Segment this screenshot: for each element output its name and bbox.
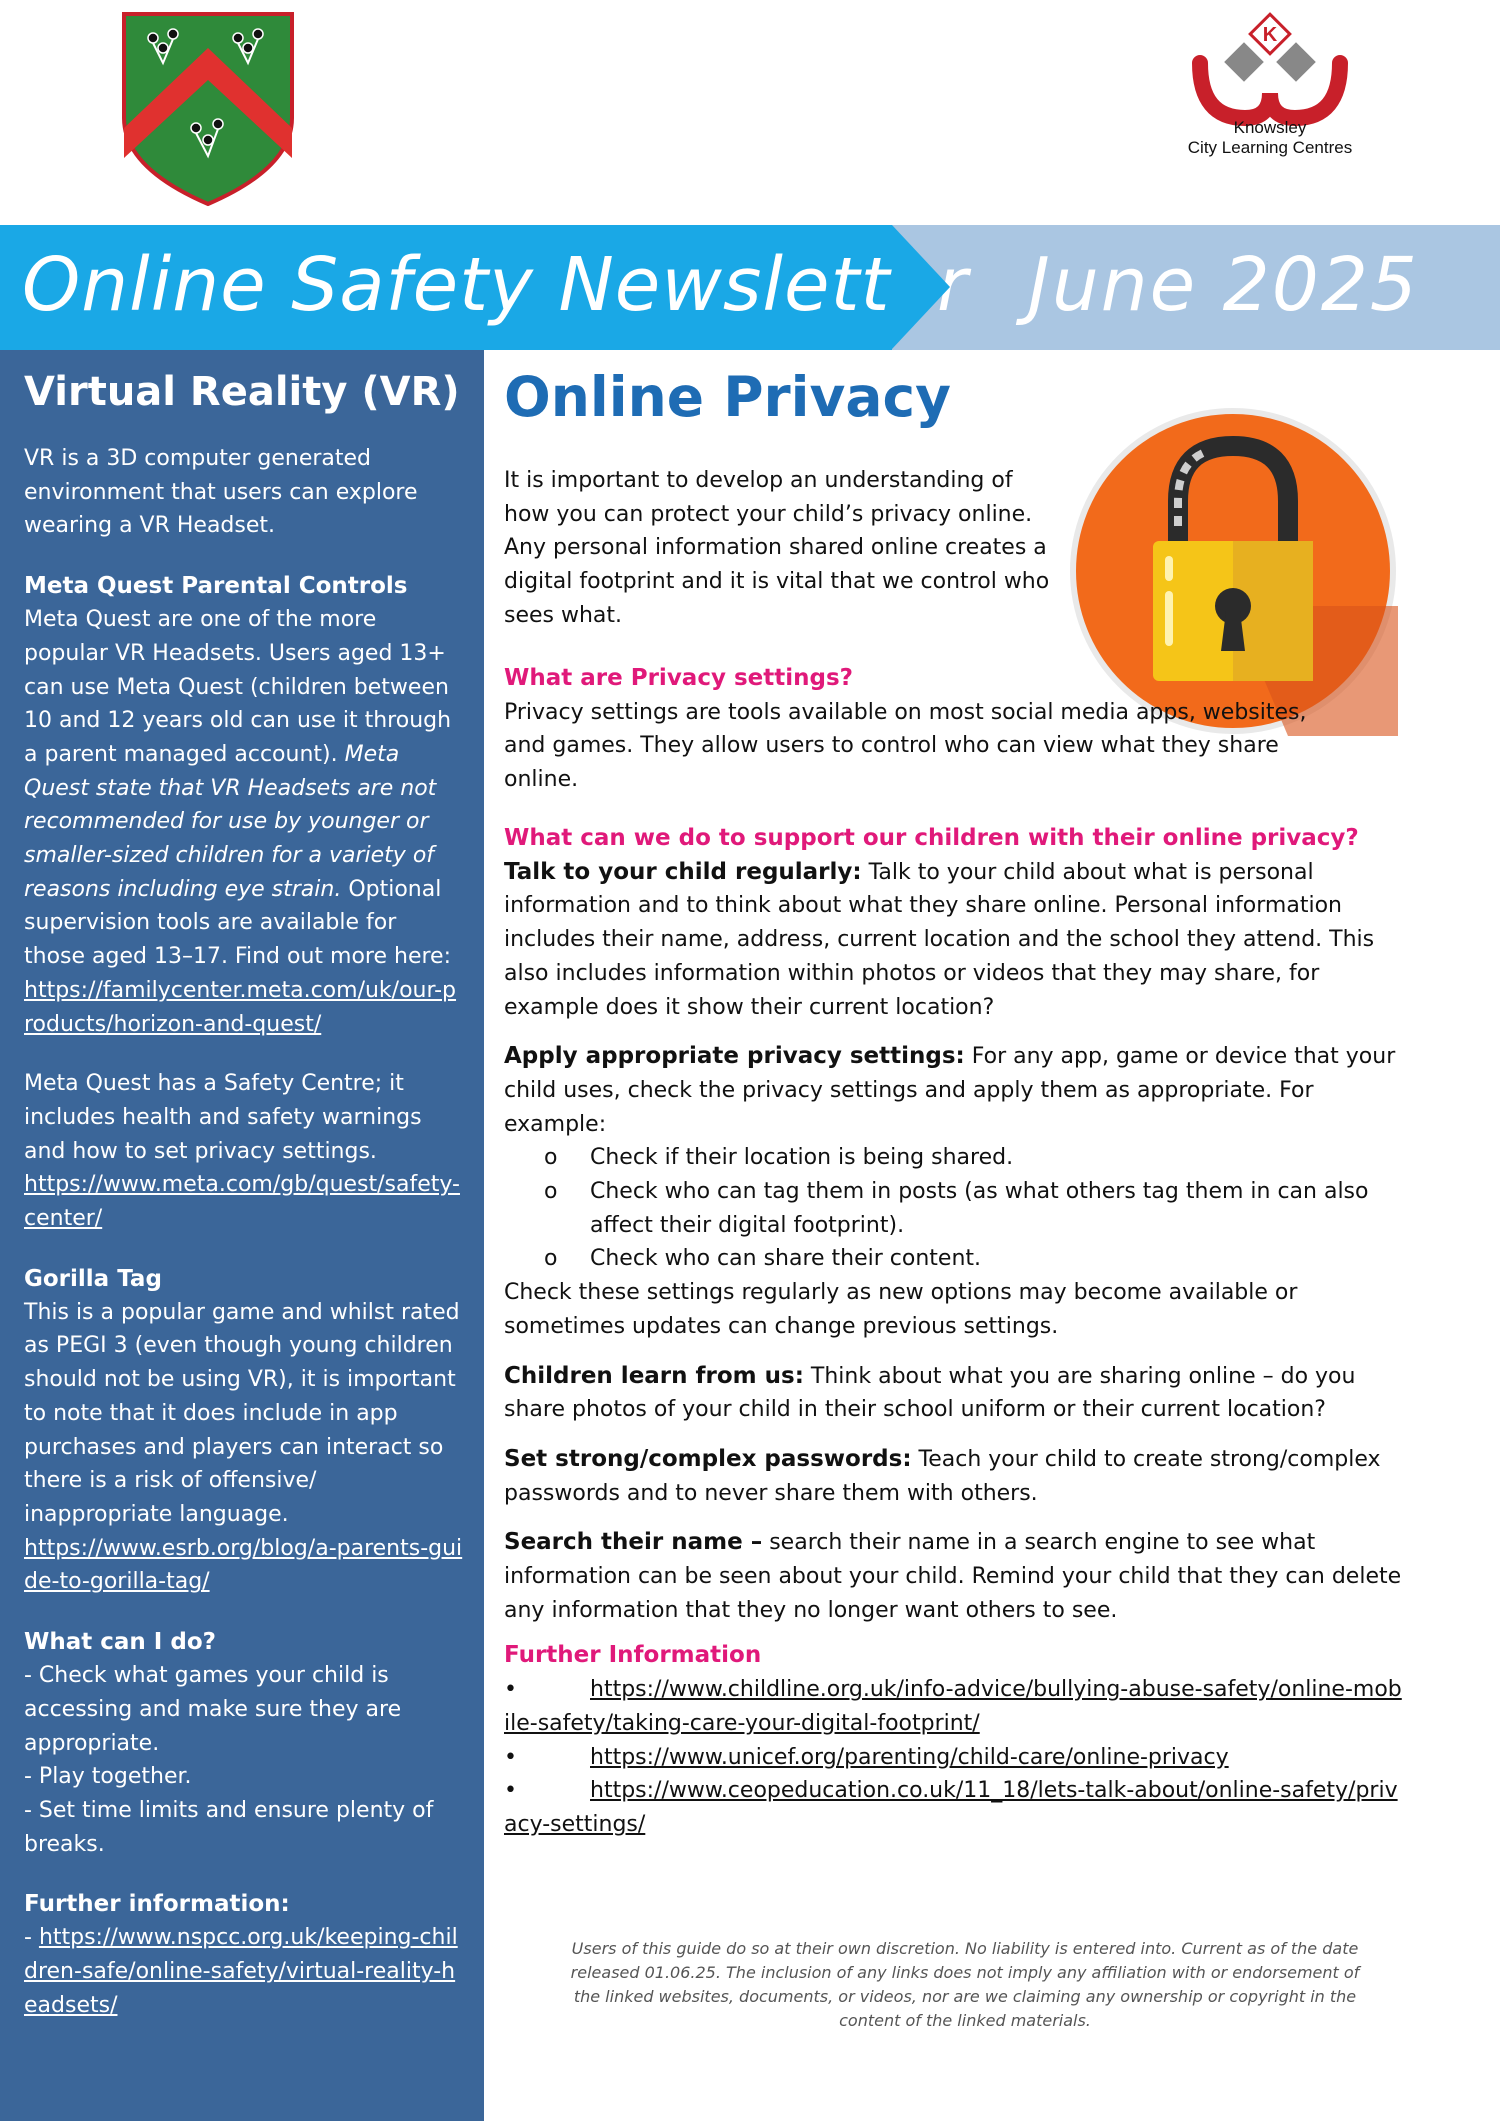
privacy-settings-section bbox=[504, 662, 1404, 797]
further-prefix: - bbox=[24, 1925, 39, 1951]
privacy-settings-text: Privacy settings are tools available on most social media apps, websites, and games. They allow users to control who can view what they share online. bbox=[504, 699, 1307, 793]
do-item: - Set time limits and ensure plenty of breaks. bbox=[24, 1797, 434, 1857]
password-paragraph bbox=[504, 1443, 1404, 1510]
gorilla-paragraph bbox=[24, 1296, 464, 1599]
meta-text-2: Optional supervision tools are available for those aged 13–17. Find out more here: bbox=[24, 876, 451, 970]
vr-sidebar bbox=[0, 350, 484, 2121]
further-link-item bbox=[504, 1741, 1404, 1775]
do-heading: What can I do? bbox=[24, 1629, 216, 1656]
list-bullet: • bbox=[504, 1778, 517, 1804]
safety-text: Meta Quest has a Safety Centre; it includes health and safety warnings and how to set privacy settings. bbox=[24, 1071, 422, 1164]
learn-label: Children learn from us: bbox=[504, 1362, 804, 1389]
safety-link[interactable]: https://www.meta.com/gb/quest/safety-center/ bbox=[24, 1172, 460, 1232]
do-item: - Check what games your child is accessing and make sure they are appropriate. bbox=[24, 1663, 402, 1756]
main-title: Online Privacy bbox=[504, 365, 951, 429]
apply-item-text: Check who can share their content. bbox=[590, 1246, 982, 1272]
list-bullet: • bbox=[504, 1677, 517, 1703]
kclc-logo-text bbox=[1130, 118, 1410, 158]
apply-paragraph bbox=[504, 1040, 1404, 1141]
talk-label: Talk to your child regularly: bbox=[504, 858, 862, 885]
further-links-list bbox=[504, 1673, 1404, 1842]
safety-paragraph bbox=[24, 1067, 464, 1236]
sidebar-further-heading: Further information: bbox=[24, 1891, 290, 1918]
newsletter-date: June 2025 bbox=[1028, 242, 1419, 328]
school-crest-logo bbox=[118, 8, 298, 208]
gorilla-text: This is a popular game and whilst rated as PEGI 3 (even though young children should not be using VR), it is important to note that it does include in app purchases and players can interact so there is a risk of offensive/ inappropriate language. bbox=[24, 1299, 460, 1527]
banner-arrow bbox=[892, 225, 950, 349]
list-bullet: o bbox=[544, 1246, 558, 1272]
support-section bbox=[504, 822, 1404, 1842]
search-label: Search their name – bbox=[504, 1529, 763, 1556]
logo-line-2: City Learning Centres bbox=[1187, 138, 1353, 157]
list-bullet: o bbox=[544, 1145, 558, 1171]
list-bullet: o bbox=[544, 1179, 558, 1205]
apply-list bbox=[544, 1141, 1404, 1276]
support-heading: What can we do to support our children with their online privacy? bbox=[504, 825, 1359, 851]
sidebar-intro: VR is a 3D computer generated environment that users can explore wearing a VR Headset. bbox=[24, 446, 418, 539]
further-link-item bbox=[504, 1774, 1404, 1841]
nspcc-link[interactable]: https://www.nspcc.org.uk/keeping-children-safe/online-safety/virtual-reality-headsets/ bbox=[24, 1925, 458, 2018]
sidebar-further-paragraph bbox=[24, 1921, 464, 2022]
main-further-section bbox=[504, 1639, 1404, 1841]
meta-link[interactable]: https://familycenter.meta.com/uk/our-products/horizon-and-quest/ bbox=[24, 977, 457, 1037]
learn-text: Think about what you are sharing online – do you share photos of your child in their school uniform or their current location? bbox=[504, 1363, 1356, 1423]
apply-text: For any app, game or device that your child uses, check the privacy settings and apply them as appropriate. For example: bbox=[504, 1044, 1396, 1137]
main-further-heading: Further Information bbox=[504, 1642, 762, 1669]
sidebar-title: Virtual Reality (VR) bbox=[24, 369, 460, 415]
apply-label: Apply appropriate privacy settings: bbox=[504, 1043, 965, 1070]
kclc-logo-letter: K bbox=[1262, 24, 1278, 46]
password-text: Teach your child to create strong/complex passwords and to never share them with others. bbox=[504, 1446, 1381, 1506]
talk-text: Talk to your child about what is personal information and to think about what they share online. Personal information includes their name, address, current location and the school they attend. This also includes information within photos or videos that they may share, for example does it show their current location? bbox=[504, 859, 1375, 1020]
unicef-link[interactable]: https://www.unicef.org/parenting/child-care/online-privacy bbox=[590, 1744, 1229, 1770]
childline-link[interactable]: https://www.childline.org.uk/info-advice/bullying-abuse-safety/online-mobile-safety/taking-care-your-digital-footprint/ bbox=[504, 1677, 1402, 1736]
do-item: - Play together. bbox=[24, 1764, 192, 1790]
meta-heading: Meta Quest Parental Controls bbox=[24, 573, 408, 600]
disclaimer: Users of this guide do so at their own discretion. No liability is entered into. Current as of the date released 01.06.25. The inclusion of any links does not imply any affiliation with or endorsement of the linked websites, documents, or videos, nor are we claiming any ownership or copyright in the content of the linked materials. bbox=[570, 1939, 1360, 2030]
search-paragraph bbox=[504, 1526, 1404, 1627]
ceop-link[interactable]: https://www.ceopeducation.co.uk/11_18/lets-talk-about/online-safety/privacy-settings/ bbox=[504, 1778, 1398, 1837]
newsletter-title: Online Safety Newsletter bbox=[22, 242, 969, 328]
gorilla-heading: Gorilla Tag bbox=[24, 1265, 162, 1292]
privacy-settings-heading: What are Privacy settings? bbox=[504, 665, 853, 691]
logo-line-1: Knowsley bbox=[1233, 118, 1307, 137]
gorilla-link[interactable]: https://www.esrb.org/blog/a-parents-guide-to-gorilla-tag/ bbox=[24, 1535, 463, 1595]
privacy-intro: It is important to develop an understanding of how you can protect your child’s privacy online. Any personal information shared online creates a digital footprint and it is vital that we control who sees what. bbox=[504, 468, 1050, 628]
further-link-item bbox=[504, 1673, 1404, 1740]
search-text: search their name in a search engine to see what information can be seen about your child. Remind your child that they can delete any information that they no longer want others to see. bbox=[504, 1530, 1402, 1623]
apply-list-item bbox=[544, 1141, 1404, 1175]
password-label: Set strong/complex passwords: bbox=[504, 1445, 912, 1472]
apply-item-text: Check who can tag them in posts (as what others tag them in can also affect their digital footprint). bbox=[590, 1179, 1369, 1238]
talk-paragraph bbox=[504, 856, 1404, 1025]
apply-list-item bbox=[544, 1175, 1404, 1242]
apply-list-item bbox=[544, 1242, 1404, 1276]
newsletter-banner bbox=[0, 225, 1500, 350]
meta-text: Meta Quest are one of the more popular VR Headsets. Users aged 13+ can use Meta Quest (children between 10 and 12 years old can use it through a parent managed account). bbox=[24, 607, 452, 767]
meta-paragraph bbox=[24, 603, 464, 1041]
list-bullet: • bbox=[504, 1744, 517, 1770]
meta-italic-text: Meta Quest state that VR Headsets are not recommended for use by younger or smaller-sized children for a variety of reasons including eye strain. bbox=[24, 741, 437, 902]
apply-item-text: Check if their location is being shared. bbox=[590, 1145, 1014, 1171]
learn-paragraph bbox=[504, 1360, 1404, 1427]
apply-after: Check these settings regularly as new options may become available or sometimes updates can change previous settings. bbox=[504, 1280, 1298, 1339]
